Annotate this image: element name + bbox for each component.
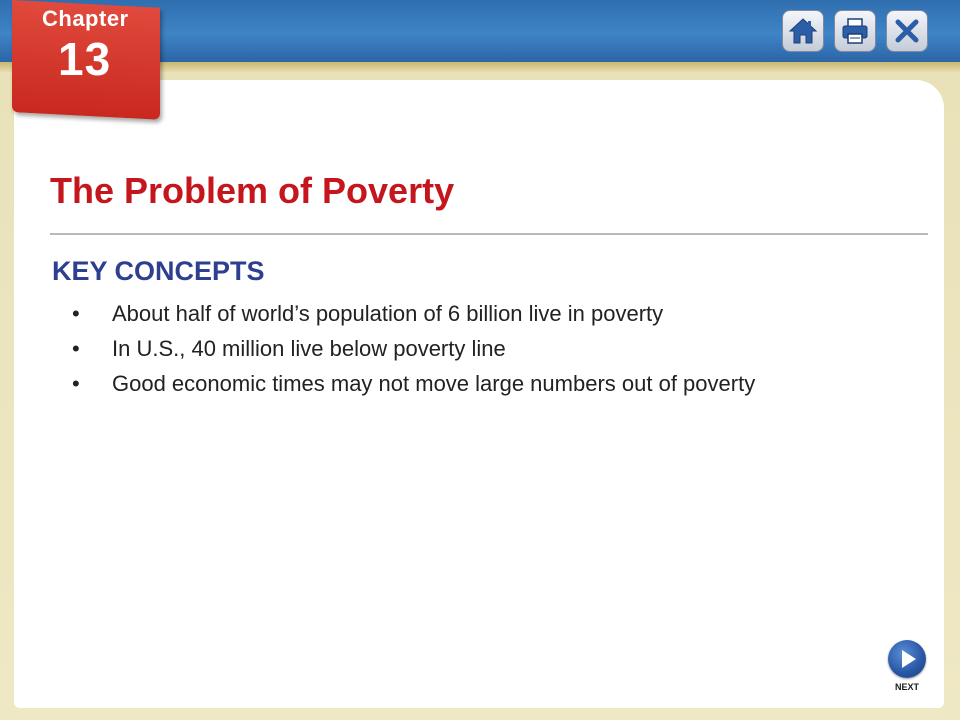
page-title: The Problem of Poverty [50, 170, 455, 211]
home-icon [788, 16, 818, 46]
chapter-label: Chapter [42, 6, 129, 31]
list-item-text: In U.S., 40 million live below poverty line [112, 336, 506, 361]
bullet-marker: • [72, 336, 80, 361]
list-item [72, 331, 755, 366]
chapter-number: 13 [58, 33, 112, 85]
list-item [72, 296, 755, 331]
title-divider [50, 233, 928, 235]
list-item [72, 366, 755, 401]
play-arrow-icon [888, 640, 926, 678]
list-item-text: About half of world’s population of 6 billion live in poverty [112, 301, 664, 326]
key-concepts-list [72, 296, 755, 401]
bullet-marker: • [72, 301, 80, 326]
toolbar [782, 10, 928, 52]
home-button[interactable] [782, 10, 824, 52]
next-label: NEXT [894, 682, 919, 692]
list-item-text: Good economic times may not move large numbers out of poverty [112, 371, 756, 396]
printer-icon [840, 16, 870, 46]
section-heading: KEY CONCEPTS [52, 256, 265, 286]
next-button[interactable] [886, 640, 930, 694]
close-icon [892, 16, 922, 46]
print-button[interactable] [834, 10, 876, 52]
bullet-marker: • [72, 371, 80, 396]
close-button[interactable] [886, 10, 928, 52]
next-button-circle[interactable] [888, 640, 926, 678]
